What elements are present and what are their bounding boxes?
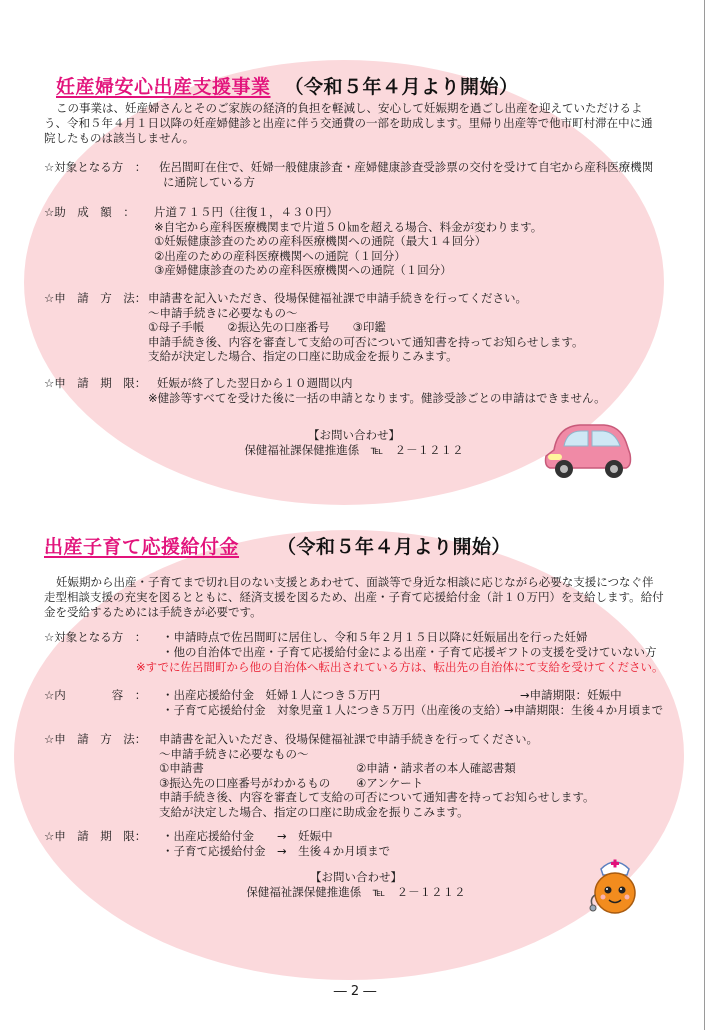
section1-target-line: に通院している方 [163, 174, 255, 189]
section2-title-sub: （令和５年４月より開始） [277, 536, 512, 558]
section1-amount-line: ②出産のための産科医療機関への通院（１回分） [154, 248, 406, 263]
section1-period-line: 妊娠が終了した翌日から１０週間以内 [157, 376, 353, 390]
section1-title-sub: （令和５年４月より開始） [284, 76, 519, 98]
section2-contact-dept: 保健福祉課保健推進係 ℡ ２－１２１２ [246, 885, 466, 899]
section1-contact-heading: 【お問い合わせ】 [308, 428, 400, 442]
section2-contact [216, 870, 496, 900]
section1-intro: この事業は、妊産婦さんとそのご家族の経済的負担を軽減し、安心して妊娠期を過ごし出産を迎えていただけるよう、令和５年４月１日以降の妊産婦健診と出産に伴う交通費の一部を助成します。里帰り出産等で他市町村滞在中に通院したものは該当しません。 [44, 101, 653, 145]
section2-period-label: ☆申 請 期 限： [44, 829, 147, 843]
section2-method-doc: ④アンケート [356, 775, 424, 790]
section2-title-main: 出産子育て応援給付金 [44, 536, 240, 558]
section1-target-line: 佐呂間町在住で、妊婦一般健康診査・産婦健康診査受診票の交付を受けて自宅から産科医療機関 [159, 160, 654, 174]
section2-method-line: 申請書を記入いただき、役場保健福祉課で申請手続きを行ってください。 [159, 732, 539, 746]
section1-period-label: ☆申 請 期 限： [44, 376, 147, 390]
nurse-mascot-icon [585, 855, 645, 919]
section1-method-line: 申請手続き後、内容を審査して支給の可否について通知書を持ってお知らせします。 [148, 334, 584, 349]
section2-method-doc: ③振込先の口座番号がわかるもの [159, 775, 331, 790]
section2-title [44, 532, 511, 559]
section2-period-line: ・子育て応援給付金 → 生後４か月頃まで [162, 843, 391, 858]
section2-method-after: 支給が決定した場合、指定の口座に助成金を振りこみます。 [159, 804, 469, 819]
section1-contact-dept: 保健福祉課保健推進係 ℡ ２－１２１２ [244, 443, 464, 457]
section2-content-item: ・子育て応援給付金 対象児童１人につき５万円（出産後の支給） [162, 702, 507, 717]
section1-contact [214, 428, 494, 458]
section1-title [56, 72, 519, 99]
section2-content-period: →申請期限：妊娠中 [520, 688, 622, 702]
section2-target-note: ※すでに佐呂間町から他の自治体へ転出されている方は、転出先の自治体にて支給を受けてください。 [136, 660, 664, 674]
section1-method-line: 申請書を記入いただき、役場保健福祉課で申請手続きを行ってください。 [148, 291, 528, 305]
section2-method-doc: ②申請・請求者の本人確認書類 [356, 761, 516, 775]
section2-method-doc: ①申請書 [159, 761, 204, 775]
section1-amount-line: 片道７１５円（往復１，４３０円） [154, 205, 338, 219]
section2-content-label: ☆内 容 ： [44, 688, 147, 702]
section1-method-line: ～申請手続きに必要なもの～ [148, 305, 298, 320]
section2-target-label: ☆対象となる方 ： [44, 630, 147, 644]
section1-title-main: 妊産婦安心出産支援事業 [56, 76, 271, 98]
page-edge-line [704, 0, 705, 1030]
section2-method-after: 申請手続き後、内容を審査して支給の可否について通知書を持ってお知らせします。 [159, 790, 595, 804]
page-number: ― 2 ― [333, 984, 377, 999]
section1-method-line: ①母子手帳 ②振込先の口座番号 ③印鑑 [148, 320, 386, 334]
section1-target-label: ☆対象となる方 ： [44, 160, 147, 174]
pink-car-icon [540, 420, 636, 482]
section1-amount-line: ③産婦健康診査のための産科医療機関への通院（１回分） [154, 263, 452, 277]
section2-target-line: ・他の自治体で出産・子育て応援給付金による出産・子育て応援ギフトの支援を受けていない方 [162, 644, 657, 659]
section1-method-line: 支給が決定した場合、指定の口座に助成金を振りこみます。 [148, 349, 458, 363]
section2-target-line: ・申請時点で佐呂間町に居住し、令和５年２月１５日以降に妊娠届出を行った妊婦 [162, 630, 588, 644]
section1-period-line: ※健診等すべてを受けた後に一括の申請となります。健診受診ごとの申請はできません。 [148, 390, 606, 405]
section1-amount-label: ☆助 成 額 ： [44, 205, 135, 219]
section2-contact-heading: 【お問い合わせ】 [310, 870, 402, 884]
section1-amount-line: ①妊娠健康診査のための産科医療機関への通院（最大１４回分） [154, 234, 487, 248]
section2-method-label: ☆申 請 方 法： [44, 732, 147, 746]
section2-period-line: ・出産応援給付金 → 妊娠中 [162, 829, 333, 843]
section2-intro: 妊娠期から出産・子育てまで切れ目のない支援とあわせて、面談等で身近な相談に応じながら必要な支援につなぐ伴走型相談支援の充実を図るとともに、経済支援を図るため、出産・子育て応援給付金（計１０万円）を支給します。給付金を受給するためには手続きが必要です。 [44, 575, 664, 619]
section1-method-label: ☆申 請 方 法： [44, 291, 147, 305]
section2-method-line: ～申請手続きに必要なもの～ [159, 746, 309, 761]
section2-content-period: →申請期限：生後４か月頃まで [504, 702, 664, 717]
section2-content-item: ・出産応援給付金 妊婦１人につき５万円 [162, 688, 381, 702]
section1-amount-line: ※自宅から産科医療機関まで片道５０㎞を超える場合、料金が変わります。 [154, 219, 543, 234]
